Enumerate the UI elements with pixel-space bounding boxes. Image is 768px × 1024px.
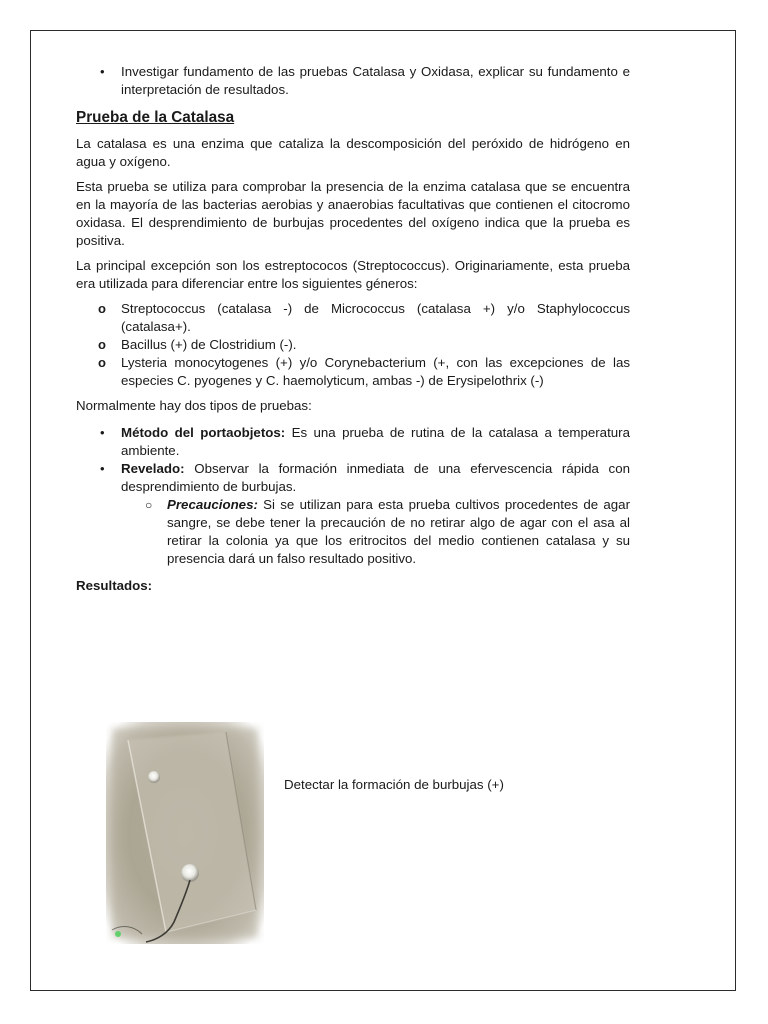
genera-text: Bacillus (+) de Clostridium (-). [121,337,297,352]
paragraph-exception: La principal excepción son los estreptococos (Streptococcus). Originariamente, esta prueba era utilizada para diferenciar entre los siguientes géneros: [76,258,630,291]
circle-marker: o [98,355,106,370]
genera-text: Streptococcus (catalasa -) de Micrococcus (catalasa +) y/o Staphylococcus (catalasa+). [121,301,630,334]
results-caption: Detectar la formación de burbujas (+) [284,777,504,792]
precaution-label: Precauciones: [167,497,258,512]
circle-marker: o [98,337,106,352]
bullet-marker: • [100,461,105,476]
method-item [76,424,630,460]
genera-text: Lysteria monocytogenes (+) y/o Corynebacterium (+, con las excepciones de las especies C. pyogenes y C. haemolyticum, ambas -) de Erysipelothrix (-) [121,355,630,388]
intro-item [76,63,630,99]
genera-item [76,300,630,336]
precaution-item [76,496,630,568]
method-label: Revelado: [121,461,185,476]
intro-text: Investigar fundamento de las pruebas Catalasa y Oxidasa, explicar su fundamento e interpretación de resultados. [121,64,630,97]
bullet-marker: • [100,425,105,440]
method-text: Es una prueba de rutina de la catalasa a temperatura ambiente. [121,425,630,458]
method-text: Observar la formación inmediata de una efervescencia rápida con desprendimiento de burbujas. [121,461,630,494]
catalase-slide-photo [106,722,264,944]
paragraph-types-intro: Normalmente hay dos tipos de pruebas: [76,398,312,413]
genera-item [76,336,630,354]
method-label: Método del portaobjetos: [121,425,286,440]
genera-item [76,354,630,390]
paragraph-purpose: Esta prueba se utiliza para comprobar la presencia de la enzima catalasa que se encuentra en la mayoría de las bacterias aerobias y anaerobias facultativas que contienen el citocromo oxidasa. El desprendimiento de burbujas procedentes del oxígeno indica que la prueba es positiva. [76,179,630,248]
small-circle-marker: ○ [145,498,153,512]
bullet-marker: • [100,64,105,79]
method-item [76,460,630,496]
intro-list [76,63,630,99]
precaution-text: Si se utilizan para esta prueba cultivos procedentes de agar sangre, se debe tener la precaución de no retirar algo de agar con el asa al retirar la colonia ya que los eritrocitos del medio contienen catalasa y su presencia dará un falso resultado positivo. [167,497,630,566]
precaution-list [76,496,630,568]
results-title: Resultados: [76,578,153,593]
document-content [76,63,630,595]
section-heading: Prueba de la Catalasa [76,109,235,126]
paragraph-definition: La catalasa es una enzima que cataliza la descomposición del peróxido de hidrógeno en agua y oxígeno. [76,136,630,169]
circle-marker: o [98,301,106,316]
genera-list [76,300,630,390]
methods-list [76,424,630,496]
slide-photo-image [106,722,264,944]
